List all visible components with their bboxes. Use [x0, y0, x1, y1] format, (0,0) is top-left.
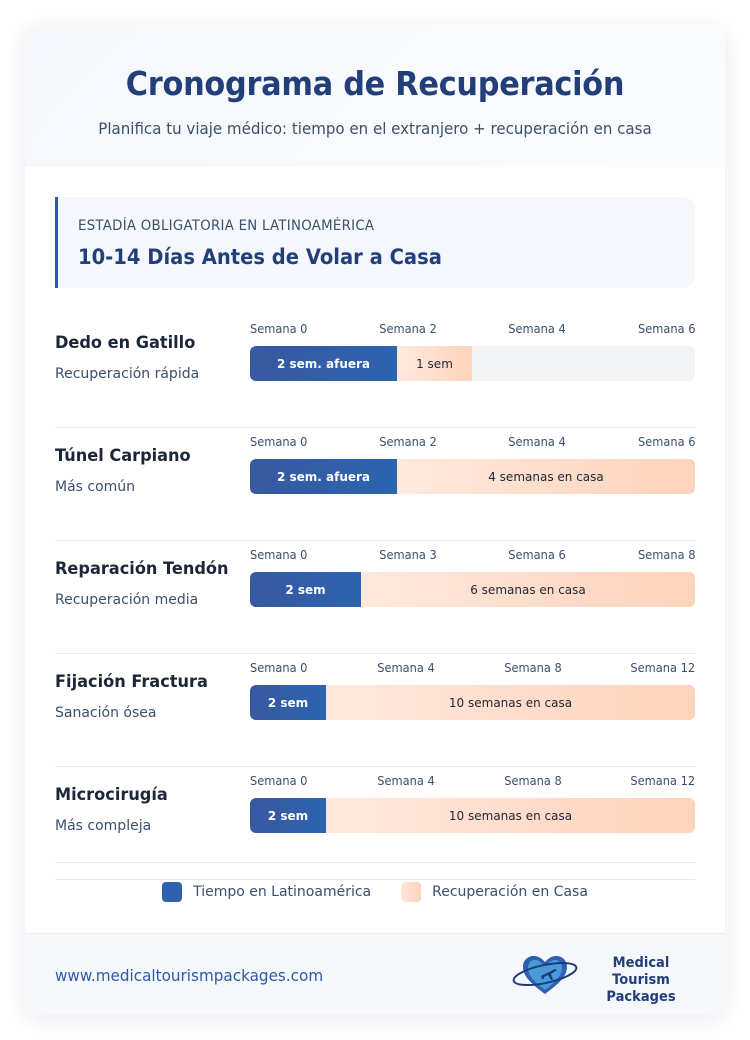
tick-label: Semana 12 [630, 774, 695, 788]
heart-plane-logo-icon [511, 952, 581, 1000]
week-ticks [250, 431, 695, 455]
timeline [250, 431, 695, 494]
procedure-name: Fijación Fractura [55, 672, 208, 692]
tick-label: Semana 0 [250, 774, 308, 788]
tick-label: Semana 2 [379, 435, 437, 449]
procedure-subtitle: Más compleja [55, 818, 152, 834]
home-segment: 1 sem [397, 346, 472, 381]
abroad-segment: 2 sem [250, 685, 326, 720]
legend [55, 862, 695, 922]
callout-value: 10-14 Días Antes de Volar a Casa [78, 245, 442, 269]
tick-label: Semana 4 [508, 435, 566, 449]
page-title: Cronograma de Recuperación [125, 64, 625, 103]
tick-label: Semana 0 [250, 661, 308, 675]
tick-label: Semana 6 [637, 322, 695, 336]
tick-label: Semana 4 [508, 322, 566, 336]
page-subtitle: Planifica tu viaje médico: tiempo en el extranjero + recuperación en casa [98, 119, 652, 138]
week-ticks [250, 544, 695, 568]
legend-item-home [401, 882, 588, 902]
brand-name: Medical Tourism Packages [606, 955, 676, 1005]
tick-label: Semana 0 [250, 322, 308, 336]
footer [25, 933, 725, 1015]
mandatory-stay-callout [55, 197, 695, 288]
abroad-segment: 2 sem [250, 798, 326, 833]
timeline-bar [250, 572, 695, 607]
procedure-name: Dedo en Gatillo [55, 333, 196, 353]
procedure-name: Túnel Carpiano [55, 446, 191, 466]
timeline-row-carpal-tunnel [55, 428, 695, 541]
tick-label: Semana 3 [379, 548, 437, 562]
procedure-subtitle: Recuperación rápida [55, 366, 200, 382]
procedure-subtitle: Sanación ósea [55, 705, 157, 721]
timeline-card [25, 25, 725, 1015]
week-ticks [250, 657, 695, 681]
tick-label: Semana 8 [504, 774, 562, 788]
tick-label: Semana 6 [637, 435, 695, 449]
timeline-bar [250, 346, 695, 381]
procedure-subtitle: Recuperación media [55, 592, 199, 608]
procedure-name: Microcirugía [55, 785, 168, 805]
timeline [250, 544, 695, 607]
abroad-segment: 2 sem. afuera [250, 459, 397, 494]
abroad-segment: 2 sem [250, 572, 361, 607]
timeline-bar [250, 459, 695, 494]
tick-label: Semana 6 [508, 548, 566, 562]
callout-label: ESTADÍA OBLIGATORIA EN LATINOAMÉRICA [78, 218, 375, 234]
tick-label: Semana 8 [637, 548, 695, 562]
tick-label: Semana 12 [630, 661, 695, 675]
legend-swatch-abroad [162, 882, 182, 902]
timeline-row-fracture-fixation [55, 654, 695, 767]
header [25, 25, 725, 167]
website-link[interactable]: www.medicaltourismpackages.com [55, 966, 324, 985]
abroad-segment: 2 sem. afuera [250, 346, 397, 381]
week-ticks [250, 318, 695, 342]
home-segment: 10 semanas en casa [326, 685, 695, 720]
timeline-bar [250, 798, 695, 833]
brand-logo [511, 952, 701, 1005]
timeline [250, 318, 695, 381]
week-ticks [250, 770, 695, 794]
tick-label: Semana 4 [377, 774, 435, 788]
legend-item-abroad [162, 882, 371, 902]
home-segment: 6 semanas en casa [361, 572, 695, 607]
procedure-subtitle: Más común [55, 479, 136, 495]
tick-label: Semana 0 [250, 435, 308, 449]
home-segment: 4 semanas en casa [397, 459, 695, 494]
timeline-row-trigger-finger [55, 315, 695, 428]
legend-swatch-home [401, 882, 421, 902]
timeline-bar [250, 685, 695, 720]
tick-label: Semana 2 [379, 322, 437, 336]
legend-label: Recuperación en Casa [432, 883, 588, 900]
timeline [250, 770, 695, 833]
tick-label: Semana 8 [504, 661, 562, 675]
procedure-timeline-list [55, 315, 695, 880]
tick-label: Semana 0 [250, 548, 308, 562]
timeline-row-tendon-repair [55, 541, 695, 654]
tick-label: Semana 4 [377, 661, 435, 675]
home-segment: 10 semanas en casa [326, 798, 695, 833]
procedure-name: Reparación Tendón [55, 559, 229, 579]
legend-label: Tiempo en Latinoamérica [193, 883, 372, 900]
timeline [250, 657, 695, 720]
